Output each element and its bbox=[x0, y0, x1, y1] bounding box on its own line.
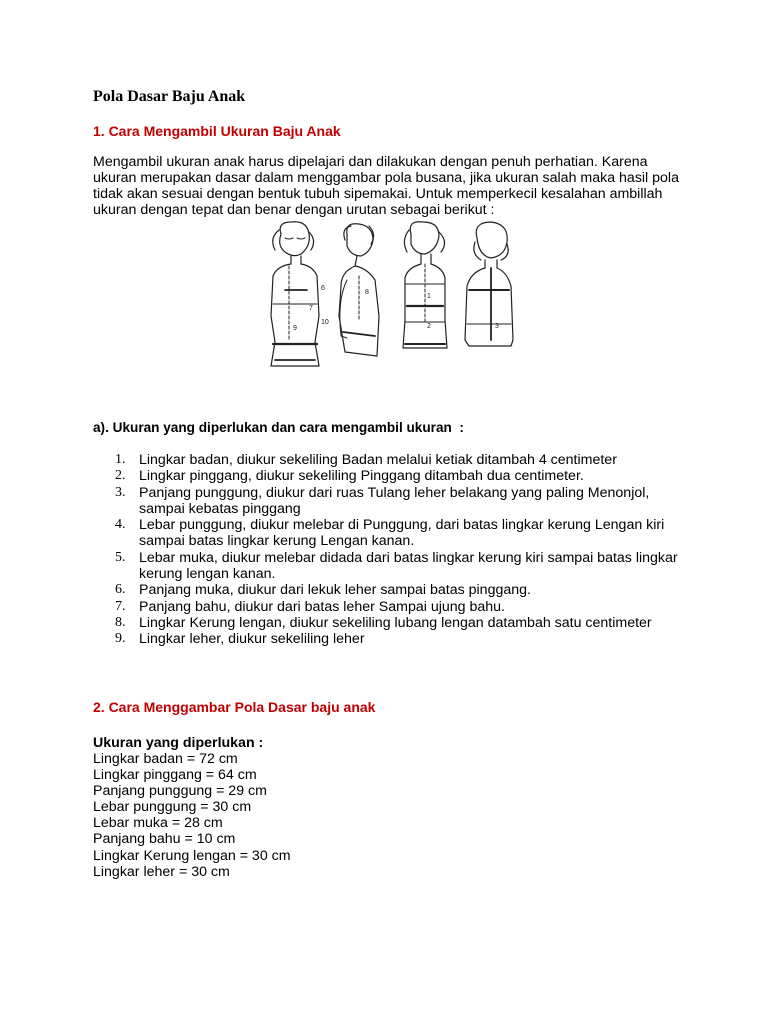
intro-paragraph: Mengambil ukuran anak harus dipelajari dan dilakukan dengan penuh perhatian. Karena ukuran merupakan dasar dalam menggambar pola busana, jika ukuran salah maka hasil pola tidak akan sesuai dengan bentuk tubuh sipemakai. Untuk memperkecil kesalahan ambillah ukuran dengan tepat dan benar dengan urutan sebagai berikut : bbox=[93, 154, 679, 219]
child-figure-back bbox=[465, 222, 513, 346]
list-text: Lingkar pinggang, diukur sekeliling Pinggang ditambah dua centimeter. bbox=[139, 468, 584, 485]
size-item: Lingkar pinggang = 64 cm bbox=[93, 767, 257, 784]
figure-label: 8 bbox=[365, 289, 369, 296]
list-number: 2. bbox=[115, 468, 126, 484]
measurement-figure bbox=[255, 220, 515, 388]
list-item bbox=[93, 631, 693, 647]
size-item: Panjang bahu = 10 cm bbox=[93, 831, 236, 848]
list-item bbox=[93, 485, 693, 518]
list-text: Panjang muka, diukur dari lekuk leher sampai batas pinggang. bbox=[139, 582, 531, 599]
list-text: Lingkar badan, diukur sekeliling Badan melalui ketiak ditambah 4 centimeter bbox=[139, 452, 617, 468]
list-text: Lebar punggung, diukur melebar di Punggung, dari batas lingkar kerung Lengan kiri sampai batas lingkar kerung Lengan kanan. bbox=[139, 517, 665, 550]
child-figure-front-bodice bbox=[403, 222, 447, 348]
list-number: 7. bbox=[115, 598, 126, 614]
list-number: 1. bbox=[115, 452, 126, 467]
sizes-list bbox=[93, 751, 291, 880]
figure-label: 7 bbox=[309, 305, 313, 312]
list-item bbox=[93, 517, 693, 550]
list-item bbox=[93, 550, 693, 583]
list-item bbox=[93, 615, 693, 631]
list-number: 6. bbox=[115, 582, 126, 598]
size-item: Lingkar Kerung lengan = 30 cm bbox=[93, 847, 291, 864]
list-text: Lingkar leher, diukur sekeliling leher bbox=[139, 631, 365, 648]
list-item bbox=[93, 468, 693, 484]
size-item: Lebar muka = 28 cm bbox=[93, 815, 223, 832]
figure-label: 1 bbox=[427, 293, 431, 300]
list-item bbox=[93, 599, 693, 615]
list-item bbox=[93, 452, 693, 468]
measurements-list bbox=[93, 452, 693, 648]
list-text: Panjang punggung, diukur dari ruas Tulang leher belakang yang paling Menonjol, sampai kebatas pinggang bbox=[139, 484, 650, 517]
list-number: 9. bbox=[115, 631, 126, 647]
list-number: 3. bbox=[115, 484, 126, 500]
child-figure-side bbox=[339, 224, 379, 356]
list-text: Panjang bahu, diukur dari batas leher Sampai ujung bahu. bbox=[139, 598, 505, 615]
measurements-subheading: a). Ukuran yang diperlukan dan cara mengambil ukuran : bbox=[93, 420, 464, 435]
sizes-heading: Ukuran yang diperlukan : bbox=[93, 735, 264, 751]
list-text: Lebar muka, diukur melebar didada dari batas lingkar kerung kiri sampai batas lingkar kerung lengan kanan. bbox=[139, 549, 678, 583]
section-2-heading: 2. Cara Menggambar Pola Dasar baju anak bbox=[93, 699, 376, 715]
section-1-heading: 1. Cara Mengambil Ukuran Baju Anak bbox=[93, 123, 341, 139]
figure-label: 9 bbox=[293, 325, 297, 332]
list-number: 8. bbox=[115, 614, 126, 630]
figure-label: 3 bbox=[495, 323, 499, 330]
list-text: Lingkar Kerung lengan, diukur sekeliling lubang lengan datambah satu centimeter bbox=[139, 614, 652, 631]
figure-label: 10 bbox=[321, 319, 329, 326]
list-item bbox=[93, 582, 693, 598]
list-number: 5. bbox=[115, 549, 126, 565]
child-figure-front bbox=[271, 222, 319, 366]
size-item: Lingkar badan = 72 cm bbox=[93, 751, 238, 767]
figure-label: 2 bbox=[427, 323, 431, 330]
size-item: Lebar punggung = 30 cm bbox=[93, 799, 252, 816]
figure-label: 6 bbox=[321, 285, 325, 292]
size-item: Lingkar leher = 30 cm bbox=[93, 863, 230, 880]
size-item: Panjang punggung = 29 cm bbox=[93, 783, 267, 800]
list-number: 4. bbox=[115, 517, 126, 533]
document-title: Pola Dasar Baju Anak bbox=[93, 88, 246, 105]
